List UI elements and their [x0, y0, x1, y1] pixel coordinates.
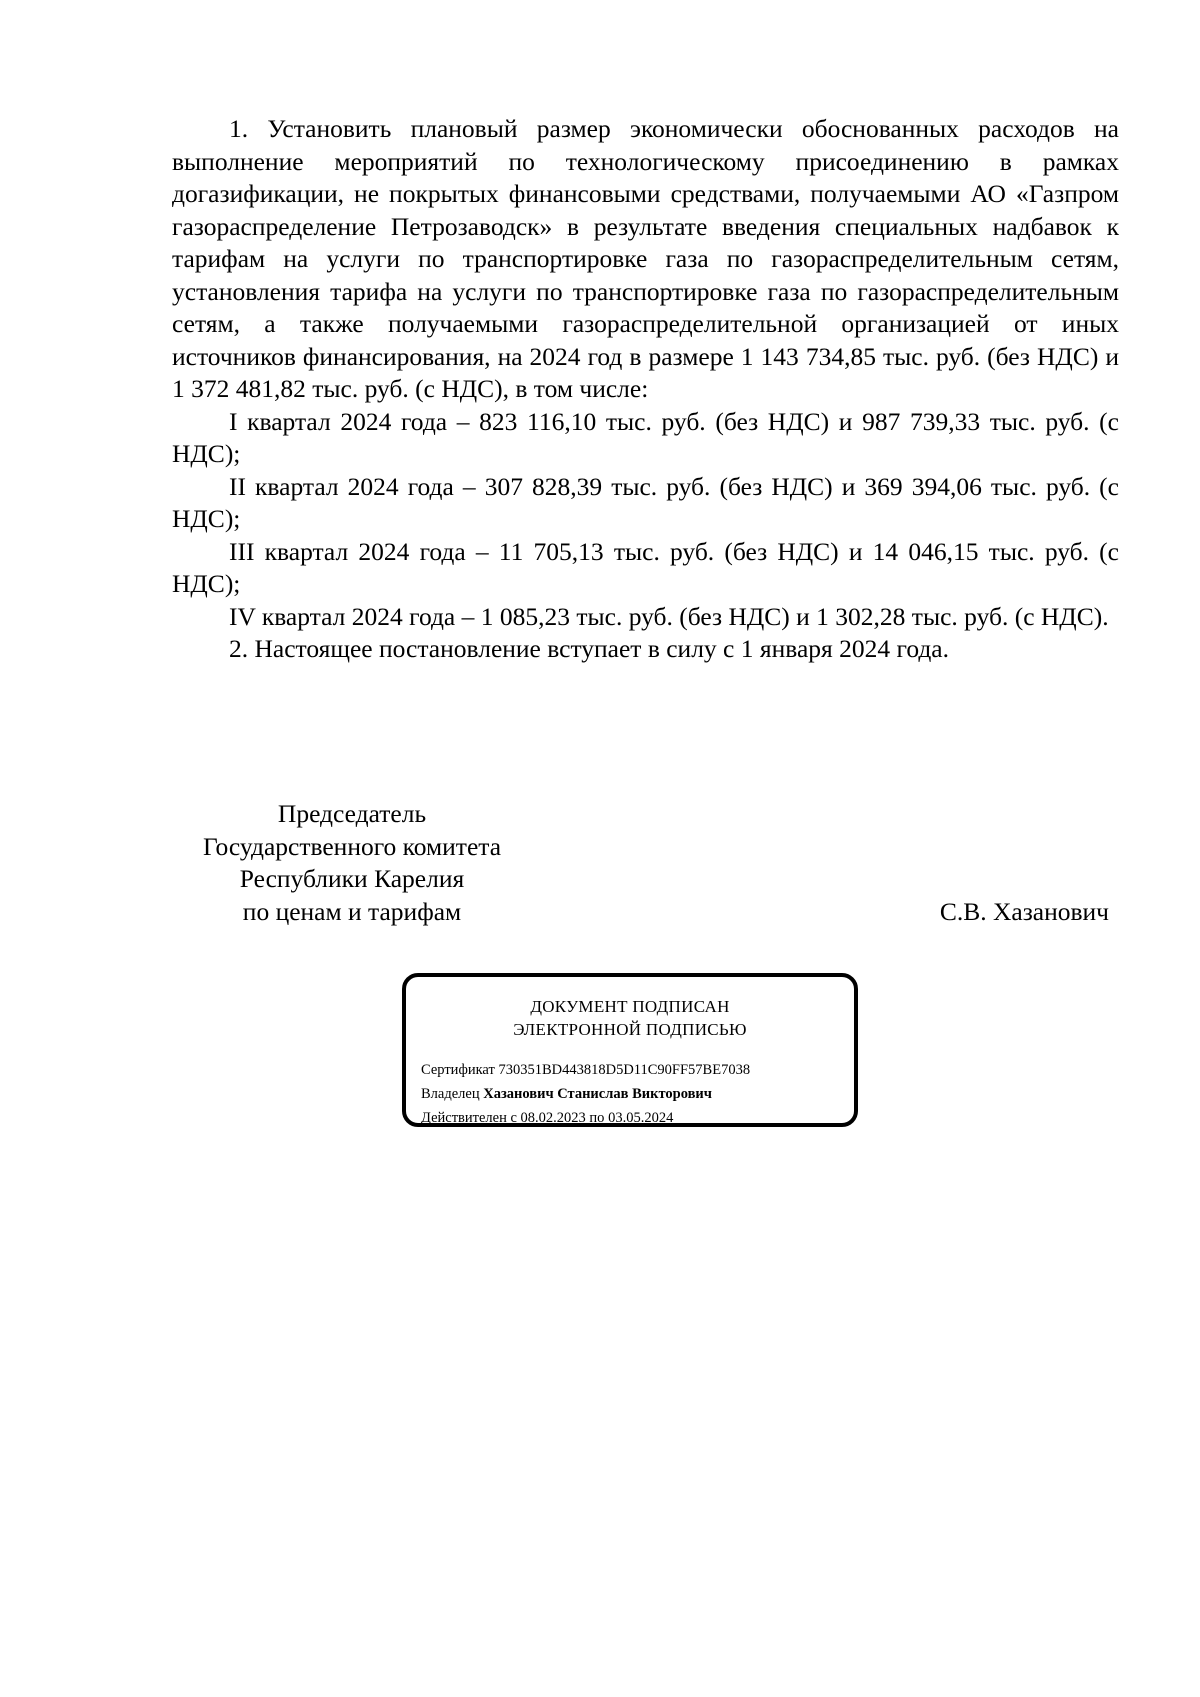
signatory-name: С.В. Хазанович: [939, 896, 1109, 926]
valid-from-label: с: [510, 1110, 517, 1126]
stamp-header: [406, 995, 854, 1041]
paragraph-quarter-3: III квартал 2024 года – 11 705,13 тыс. руб. (без НДС) и 14 046,15 тыс. руб. (с НДС);: [172, 536, 1119, 598]
paragraph-quarter-4: IV квартал 2024 года – 1 085,23 тыс. руб. (без НДС) и 1 302,28 тыс. руб. (с НДС).: [229, 601, 1109, 631]
paragraph-quarter-1: I квартал 2024 года – 823 116,10 тыс. руб. (без НДС) и 987 739,33 тыс. руб. (с НДС);: [172, 406, 1119, 468]
signatory-position-line: Государственного комитета: [202, 831, 502, 861]
paragraph-quarter-2: II квартал 2024 года – 307 828,39 тыс. руб. (без НДС) и 369 394,06 тыс. руб. (с НДС);: [172, 471, 1119, 533]
signatory-position-line: Республики Карелия: [239, 864, 465, 893]
paragraph-2-effective-date: 2. Настоящее постановление вступает в силу с 1 января 2024 года.: [229, 634, 950, 663]
signatory-position: [172, 798, 532, 928]
owner-label: Владелец: [421, 1086, 480, 1102]
certificate-label: Сертификат: [421, 1062, 495, 1078]
stamp-owner-line: [421, 1082, 750, 1106]
stamp-validity-line: [421, 1106, 750, 1130]
owner-value: Хазанович Станислав Викторович: [483, 1086, 712, 1102]
valid-from-date: 08.02.2023: [520, 1110, 586, 1126]
valid-label: Действителен: [421, 1110, 507, 1126]
signatory-position-line: Председатель: [277, 799, 427, 828]
document-body: [172, 113, 1119, 666]
stamp-header-line: ДОКУМЕНТ ПОДПИСАН: [530, 997, 730, 1016]
stamp-details: [421, 1058, 750, 1130]
signatory-position-line: по ценам и тарифам: [242, 896, 462, 926]
paragraph-1-expenses: 1. Установить плановый размер экономически обоснованных расходов на выполнение мероприятий по технологическому присоединению в рамках догазификации, не покрытых финансовыми средствами, получаемыми АО «Газпром газораспределение Петрозаводск» в результате введения специальных надбавок к тарифам на услуги по транспортировке газа по газораспределительным сетям, установления тарифа на услуги по транспортировке газа по газораспределительным сетям, а также получаемыми газораспределительной организацией от иных источников финансирования, на 2024 год в размере 1 143 734,85 тыс. руб. (без НДС) и 1 372 481,82 тыс. руб. (с НДС), в том числе:: [172, 114, 1119, 403]
valid-to-label: по: [589, 1110, 605, 1126]
electronic-signature-stamp: [402, 973, 858, 1127]
valid-to-date: 03.05.2024: [608, 1110, 674, 1126]
stamp-certificate-line: [421, 1058, 750, 1082]
certificate-value: 730351BD443818D5D11C90FF57BE7038: [498, 1062, 751, 1078]
stamp-header-line: ЭЛЕКТРОННОЙ ПОДПИСЬЮ: [513, 1020, 747, 1039]
